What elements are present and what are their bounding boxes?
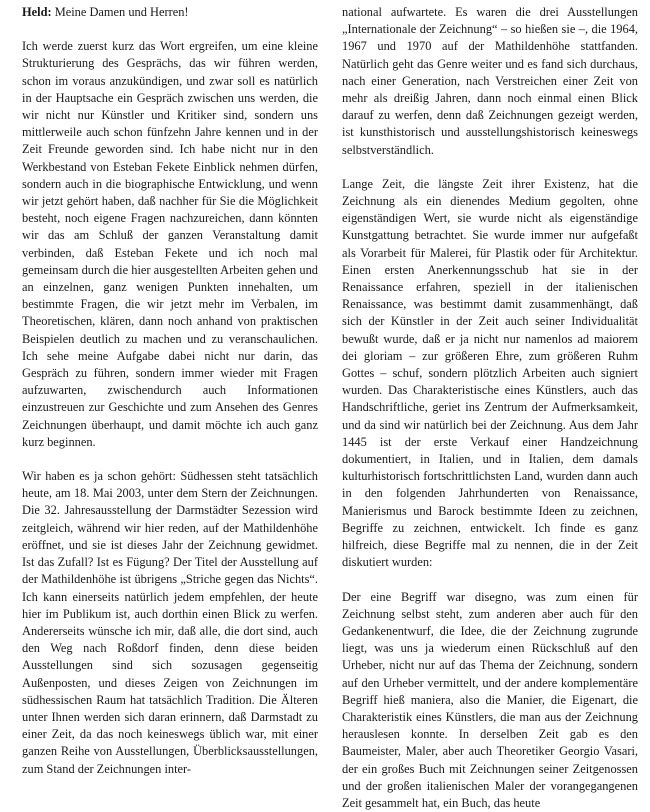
left-column [22,4,318,778]
paragraph: Der eine Begriff war disegno, was zum einen für Zeichnung selbst steht, zum anderen aber auch für den Gedankenentwurf, die Idee, die der Zeichnung zugrunde liegt, was uns ja wiederum einen Rückschluß auf den Urheber, nicht nur auf das Thema der Zeichnung, sondern auf den Urheber vermittelt, und der andere komplementäre Begriff hieß maniera, also die Manier, die Eigenart, die Charakteristik eines Künstlers, die man aus der Zeichnung herauslesen konnte. In derselben Zeit gab es den Baumeister, Maler, aber auch Theoretiker Georgio Vasari, der ein großes Buch mit Zeichnungen seiner Zeitgenossen und der großen italienischen Maler der vorangegangenen Zeit gesammelt hat, ein Buch, das heute [342,589,638,812]
right-column [342,4,638,812]
greeting: Meine Damen und Herren! [55,5,189,19]
paragraph: Lange Zeit, die längste Zeit ihrer Existenz, hat die Zeichnung als ein dienendes Medium gegolten, ohne eigenständigen Wert, sie wurde nicht als eigenständige Kunstgattung betrachtet. Sie wurde immer nur aufgefaßt als Vorarbeit für Malerei, für Plastik oder für Architektur. Einen ersten Anerkennungsschub hat sie in der Renaissance erfahren, speziell in der italienischen Renaissance, was bestimmt damit zusammenhängt, daß sich der Künstler in der Zeit auch seiner Individualität bewußt wurde, daß er ja nicht nur namenlos ad maiorem dei gloriam – zur größeren Ehre, zum größeren Ruhm Gottes – schuf, sondern plötzlich Arbeiten auch signiert wurden. Das Charakteristische eines Künstlers, auch das Handschriftliche, geriet ins Zentrum der Aufmerksamkeit, und da sind wir natürlich bei der Zeichnung. Aus dem Jahr 1445 ist der erste Verkauf einer Handzeichnung dokumentiert, in Italien, und in Italien, dem damals kulturhistorisch fortschrittlichsten Land, wurden dann auch in den folgenden Jahrhunderten von Renaissance, Manierismus und Barock bestimmte Ideen zu zeichnen, Begriffe zu zeichnen, entwickelt. Ich finde es ganz hilfreich, diese Begriffe mal zu nennen, die in der Zeit diskutiert wurden: [342,176,638,572]
paragraph: Ich werde zuerst kurz das Wort ergreifen, um eine kleine Strukturierung des Gesprächs, das wir führen werden, schon im voraus anzukündigen, und zwar soll es natürlich in der Hauptsache ein Gespräch zwischen uns werden, die wir nicht nur Künstler und Kritiker sind, sondern uns mittlerweile auch schon fünfzehn Jahre kennen und in der Zeit Freunde geworden sind. Ich habe nicht nur in den Werkbestand von Esteban Fekete Einblick nehmen dürfen, sondern auch in die biographische Entwicklung, und wenn wir jetzt gehört haben, daß nachher für Sie die Möglichkeit besteht, noch eigene Fragen nachzureichen, dann könnten wir das am Schluß der ganzen Veranstaltung damit verbinden, daß Esteban Fekete und ich noch mal gemeinsam durch die hier ausgestellten Arbeiten gehen und an einzelnen, ganz wenigen Punkten innehalten, um bestimmte Fragen, die wir jetzt mehr im Verbalen, im Theoretischen, klären, dann noch anhand von praktischen Beispielen deutlich zu machen und zu veranschaulichen. Ich sehe meine Aufgabe dabei nicht nur darin, das Gespräch zu führen, sondern immer wieder mit Fragen aufzuwarten, zwischendurch auch Informationen einzustreuen zur Geschichte und zum Ansehen des Genres Zeichnungen überhaupt, und damit möchte ich auch ganz kurz beginnen. [22,38,318,451]
paragraph: Wir haben es ja schon gehört: Südhessen steht tatsächlich heute, am 18. Mai 2003, unter dem Stern der Zeichnungen. Die 32. Jahresausstellung der Darmstädter Sezession wird zeitgleich, während wir hier reden, auf der Mathildenhöhe eröffnet, und sie ist dieses Jahr der Zeichnung gewidmet. Ist das Zufall? Ist es Fügung? Der Titel der Ausstellung auf der Mathildenhöhe ist übrigens „Striche gegen das Nichts“. Ich kann einerseits natürlich jedem empfehlen, der heute hier im Publikum ist, auch dorthin einen Blick zu werfen. Andererseits wünsche ich mir, daß alle, die dort sind, auch den Weg nach Roßdorf finden, denn diese beiden Ausstellungen sind sich sozusagen gegenseitig Außenposten, und dieses Zeigen von Zeichnungen im südhessischen Raum hat tatsächlich Tradition. Die Älteren unter Ihnen werden sich daran erinnern, daß Darmstadt zu einer Zeit, da das noch keineswegs üblich war, mit einer ganzen Reihe von Ausstellungen, Überblicksausstellungen, zum Stand der Zeichnungen inter- [22,468,318,778]
paragraph: national aufwartete. Es waren die drei Ausstellungen „Internationale der Zeichnung“ – so hießen sie –, die 1964, 1967 und 1970 auf der Mathildenhöhe stattfanden. Natürlich geht das Genre weiter und es fand sich durchaus, nach einer Generation, nach Verstreichen einer Zeit von mehr als dreißig Jahren, dann noch einmal einen Blick darauf zu werfen, denn daß Zeichnungen gezeigt werden, ist kunsthistorisch und ausstellungshistorisch keineswegs selbstverständlich. [342,4,638,159]
opening-line [22,4,318,21]
speaker-label: Held: [22,5,52,19]
